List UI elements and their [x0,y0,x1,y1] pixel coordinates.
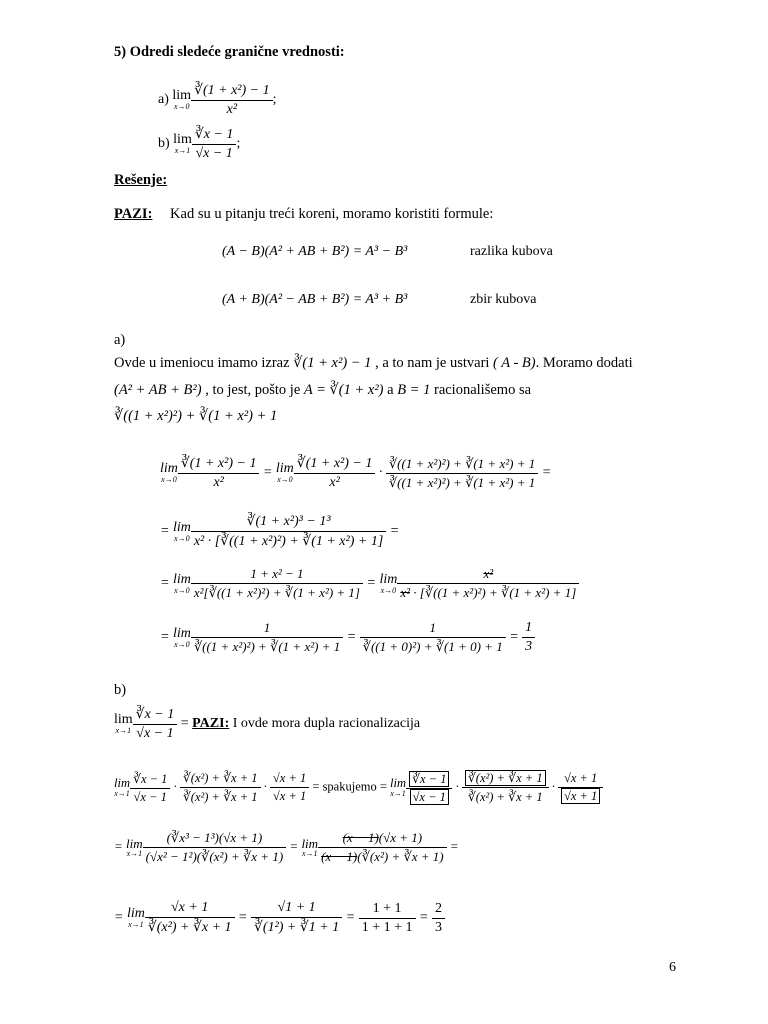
note-label: PAZI: [114,206,153,222]
lim-operator: lim x→1 [173,132,192,155]
formula-sum: (A + B)(A² − AB + B²) = A³ + B³ [222,292,408,307]
note-line [114,206,493,223]
section-a-line3: ∛((1 + x²)²) + ∛(1 + x²) + 1 [114,408,278,424]
section-b-row2: = lim x→1 $\frac{\text{(∛x³ − 1³)(√x + 1)}}{\text{(√x² − 1²)(∛(x²) + ∛x + 1)}}$ = lim x→1 $\frac{(x - 1)(√x + 1)}{\text{(x − 1)(∛(x²) + ∛x + 1)}}$ = [114,830,459,864]
solution-heading: Rešenje: [114,172,168,188]
section-a-row2: = lim x→0 $\frac{\text{∛(1 + x²)³ − 1³}}{\text{x² · [∛((1 + x²)²) + ∛(1 + x²) + 1]}}$ = [160,514,400,549]
section-a-row1: lim x→0 $\frac{\text{∛(1 + x²) − 1}}{\text{x²}}$ = lim x→0 $\frac{\text{∛(1 + x²) − 1}}{\text{x²}}$ · $\frac{\text{∛((1 + x²)²) + ∛(1 + x²) + 1}}{\text{∛((1 + x²)²) + ∛(1 + x²) + 1}}$ = [160,455,552,490]
problem-a-label: a) [158,92,169,108]
section-b-row1: lim x→1 $\frac{∛x - 1}{√x - 1}$ · $\frac{\text{∛(x²) + ∛x + 1}}{\text{∛(x²) + ∛x + 1}}$ · $\frac{√x + 1}{√x + 1}$ = spakujemo = lim x→1 $\frac{∛x - 1}{√x - 1}$ · $\frac{\text{∛(x²) + ∛x + 1}}{\text{∛(x²) + ∛x + 1}}$ · $\frac{√x + 1}{√x + 1}$ [114,770,603,805]
result-b: $\frac{2}{3}$ [432,901,445,936]
problem-heading: 5) Odredi sledeće granične vrednosti: [114,44,345,60]
section-b-label: b) [114,682,127,698]
problem-a: a) lim x→0 $\frac{\text{∛(1 + x²) − 1}}{\text{x²}}$ ; [158,83,277,117]
section-b-row3: = lim x→1 $\frac{√x + 1}{\text{∛(x²) + ∛x + 1}}$ = $\frac{√1 + 1}{\text{∛(1²) + ∛1 + 1}}$ = $\frac{1 + 1}{1 + 1 + 1}$ = $\frac{2}{3}$ [114,900,445,936]
result-a: $\frac{1}{3}$ [522,620,535,655]
section-a-row3: = lim x→0 $\frac{\text{1 + x² − 1}}{\text{x²[∛((1 + x²)²) + ∛(1 + x²) + 1]}}$ = lim x→0 $\frac{\text{x²}}{\text{x² · [∛((1 + x²)²) + ∛(1 + x²) + 1]}}$ [160,566,579,601]
fraction: $\frac{\text{∛(1 + x²) − 1}}{\text{x²}}$ [191,82,273,118]
problem-b-label: b) [158,136,170,152]
note-text: Kad su u pitanju treći koreni, moramo koristiti formule: [170,206,494,222]
lim-operator: lim x→0 [172,88,192,111]
formula-difference: (A − B)(A² + AB + B²) = A³ − B³ [222,244,408,259]
section-a-line2: (A² + AB + B²) , to jest, pošto je A = ∛(1 + x²) a B = 1 racionališemo sa [114,382,532,398]
section-a-label: a) [114,332,126,348]
formula-sum-name: zbir kubova [470,292,537,307]
section-a-line1: Ovde u imeniocu imamo izraz ∛(1 + x²) − 1 , a to nam je ustvari ( A - B). Moramo dodati [114,355,633,371]
section-b-intro: lim x→1 $\frac{∛x - 1}{√x - 1}$ = PAZI: I ovde mora dupla racionalizacija [114,707,421,741]
formula-difference-name: razlika kubova [470,244,553,259]
section-a-row4: = lim x→0 $\frac{1}{\text{∛((1 + x²)²) + ∛(1 + x²) + 1}}$ = $\frac{1}{\text{∛((1 + 0)²) + ∛(1 + 0) + 1}}$ = $\frac{1}{3}$ [160,620,535,655]
page-number: 6 [669,960,676,975]
problem-b: b) lim x→1 $\frac{∛x - 1}{√x - 1}$ ; [158,127,241,161]
cancelled-term: x² [397,566,579,584]
lim-operator: lim x→0 [160,461,178,484]
fraction: $\frac{∛x - 1}{√x - 1}$ [192,126,237,162]
